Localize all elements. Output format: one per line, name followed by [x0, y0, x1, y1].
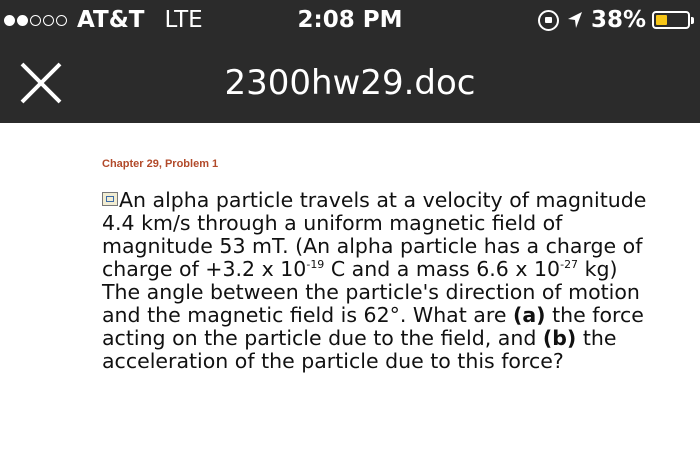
document-content: [102, 158, 662, 373]
part-b-label: (b): [542, 326, 577, 350]
document-title: 2300hw29.doc: [224, 63, 476, 103]
problem-text: An alpha particle travels at a velocity of magnitude 4.4 km/s through a uniform magnetic field of magnitude 53 mT. (An alpha particle has a charge of charge of +3.2 x $10^{-19}$ C and a mass 6.6 x $10^{-27}$ kg) The angle between the particle's direction of motion and the magnetic field is 62°. What are (a) the force acting on the particle due to the field, and (b) the acceleration of the particle due to this force?: [102, 188, 647, 373]
battery-icon: [652, 11, 690, 29]
location-arrow-icon: [567, 11, 583, 29]
part-a-label: (a): [512, 303, 546, 327]
rotation-lock-icon: [538, 10, 559, 31]
network-type: LTE: [164, 7, 203, 33]
status-bar-right: [538, 5, 690, 35]
chapter-label: Chapter 29, Problem 1: [102, 158, 219, 170]
carrier-name: AT&T: [77, 7, 145, 33]
embedded-image-icon: [102, 192, 118, 206]
status-time: 2:08 PM: [297, 7, 403, 33]
top-bar: [0, 0, 700, 123]
battery-percent: 38%: [590, 7, 646, 33]
